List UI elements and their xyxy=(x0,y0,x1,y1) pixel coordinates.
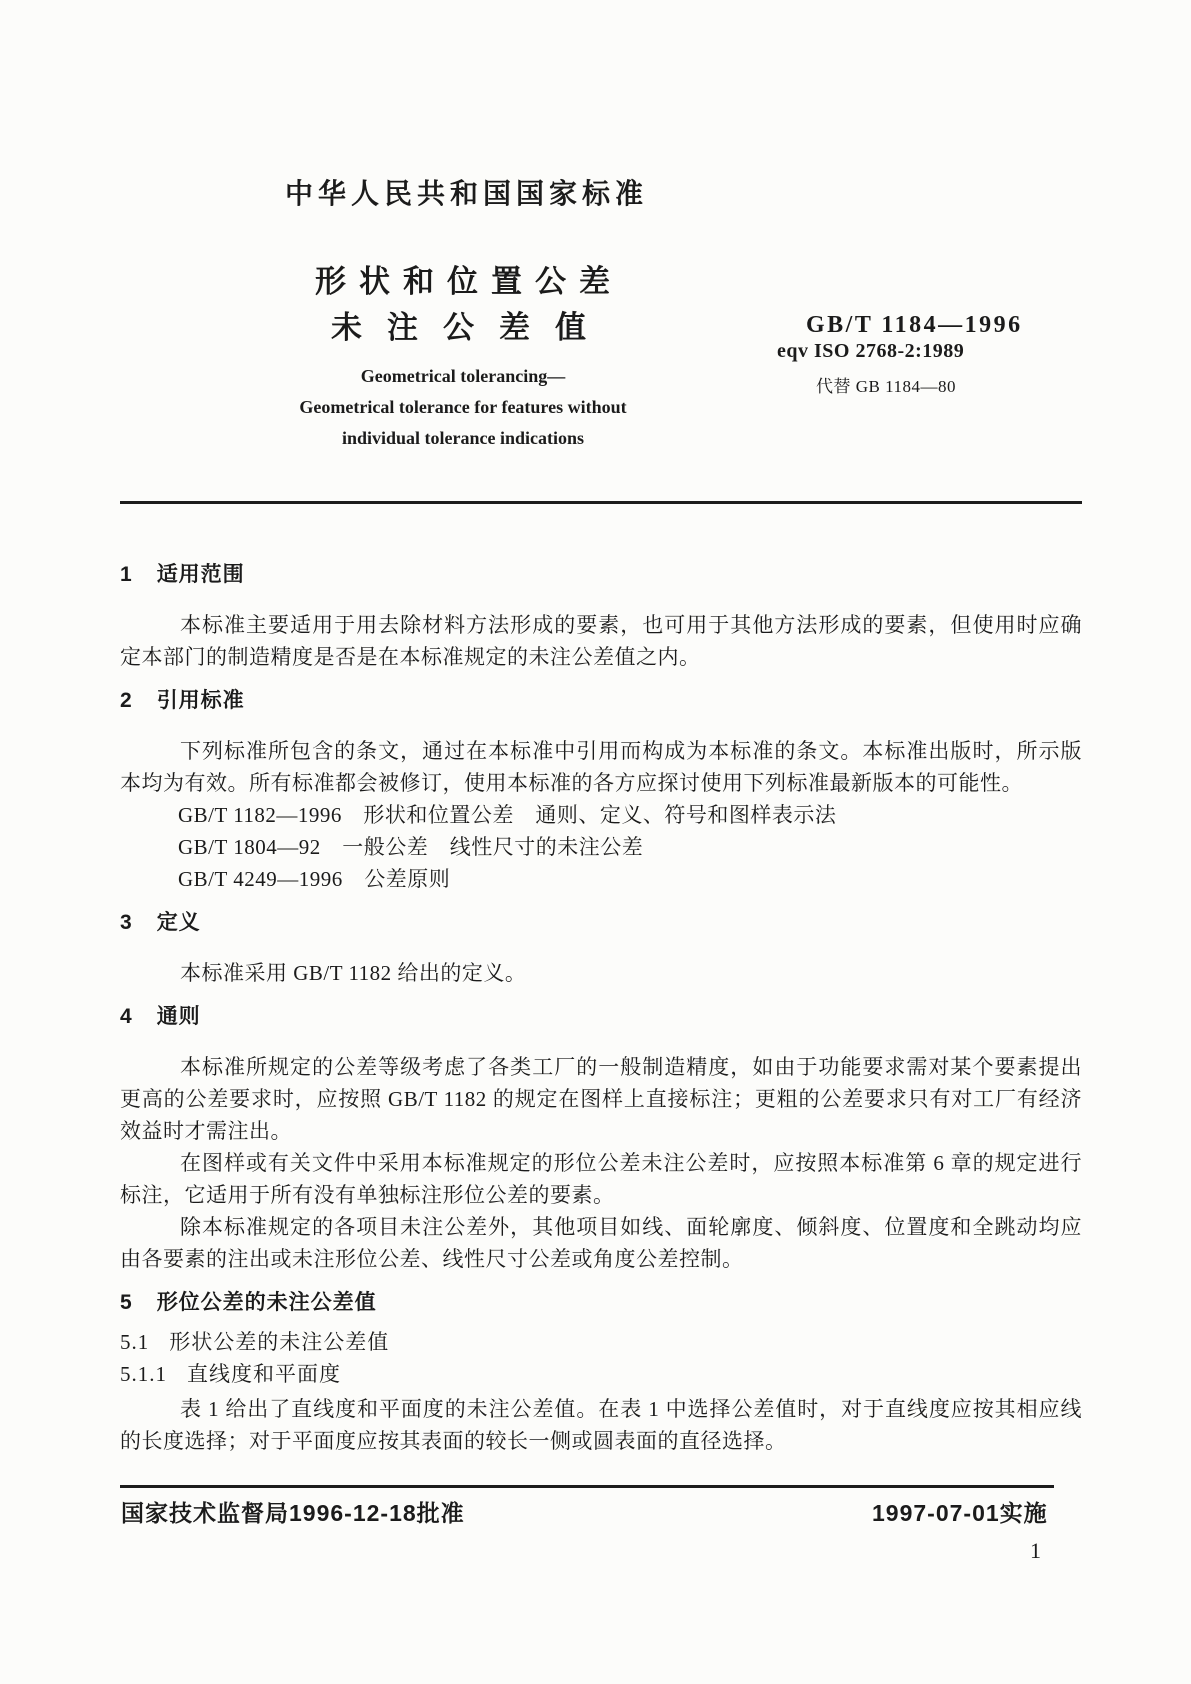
standard-code: GB/T 1184—1996 xyxy=(806,312,1023,338)
document-title-line1: 形状和位置公差 xyxy=(315,264,623,299)
paragraph: 除本标准规定的各项目未注公差外，其他项目如线、面轮廓度、倾斜度、位置度和全跳动均应由各要素的注出或未注形位公差、线性尺寸公差或角度公差控制。 xyxy=(120,1215,1082,1271)
english-title xyxy=(165,361,761,454)
section-definitions xyxy=(120,911,1082,989)
section-unspecified-tolerance-values xyxy=(120,1291,1082,1457)
section-heading-text: 通则 xyxy=(156,1005,201,1028)
document-body xyxy=(120,547,1082,1457)
section-heading-text: 形位公差的未注公差值 xyxy=(156,1291,377,1314)
national-standard-label: 中华人民共和国国家标准 xyxy=(285,178,649,209)
section-number: 4 xyxy=(120,1005,133,1028)
standard-replaces: 代替 GB 1184—80 xyxy=(816,377,956,396)
paragraph: 本标准所规定的公差等级考虑了各类工厂的一般制造精度，如由于功能要求需对某个要素提出更高的公差要求时，应按照 GB/T 1182 的规定在图样上直接标注；更粗的公差要求只有对工厂有经济效益时才需注出。 xyxy=(120,1055,1082,1143)
standard-equivalence: eqv ISO 2768-2:1989 xyxy=(777,340,965,362)
section-heading xyxy=(120,563,1082,587)
section-number: 1 xyxy=(120,563,133,586)
subsection-number: 5.1 xyxy=(120,1330,150,1354)
subsection-heading-text: 形状公差的未注公差值 xyxy=(169,1330,390,1354)
section-normative-references xyxy=(120,689,1082,895)
section-number: 5 xyxy=(120,1291,133,1314)
paragraph: 在图样或有关文件中采用本标准规定的形位公差未注公差时，应按照本标准第 6 章的规定进行标注，它适用于所有没有单独标注形位公差的要素。 xyxy=(120,1151,1082,1207)
reference-item: GB/T 4249—1996 公差原则 xyxy=(178,867,451,891)
page-number: 1 xyxy=(1030,1538,1041,1563)
paragraph: 下列标准所包含的条文，通过在本标准中引用而构成为本标准的条文。本标准出版时，所示版本均为有效。所有标准都会被修订，使用本标准的各方应探讨使用下列标准最新版本的可能性。 xyxy=(120,739,1082,795)
paragraph: 本标准主要适用于用去除材料方法形成的要素，也可用于其他方法形成的要素，但使用时应确定本部门的制造精度是否是在本标准规定的未注公差值之内。 xyxy=(120,613,1082,669)
section-heading xyxy=(120,1291,1082,1315)
footer-divider xyxy=(120,1485,1054,1488)
paragraph: 本标准采用 GB/T 1182 给出的定义。 xyxy=(180,961,527,985)
document-title-line2: 未注公差值 xyxy=(331,310,611,345)
english-title-line: individual tolerance indications xyxy=(341,428,585,448)
references-list xyxy=(120,799,1082,895)
section-number: 2 xyxy=(120,689,133,712)
section-heading xyxy=(120,911,1082,935)
subsection-heading xyxy=(120,1361,1082,1387)
footer-implementation: 1997-07-01实施 xyxy=(872,1500,1048,1526)
header-divider xyxy=(120,501,1082,504)
section-general-rules xyxy=(120,1005,1082,1275)
reference-item: GB/T 1182—1996 形状和位置公差 通则、定义、符号和图样表示法 xyxy=(178,803,837,827)
footer-approval: 国家技术监督局1996-12-18批准 xyxy=(121,1500,465,1526)
subsection-heading xyxy=(120,1329,1082,1355)
section-heading-text: 适用范围 xyxy=(156,563,245,586)
subsection-heading-text: 直线度和平面度 xyxy=(187,1362,341,1386)
paragraph: 表 1 给出了直线度和平面度的未注公差值。在表 1 中选择公差值时，对于直线度应按其相应线的长度选择；对于平面度应按其表面的较长一侧或圆表面的直径选择。 xyxy=(120,1397,1082,1453)
english-title-line: Geometrical tolerance for features without xyxy=(299,397,627,417)
section-heading-text: 引用标准 xyxy=(156,689,245,712)
section-heading xyxy=(120,1005,1082,1029)
section-heading xyxy=(120,689,1082,713)
reference-item: GB/T 1804—92 一般公差 线性尺寸的未注公差 xyxy=(178,835,644,859)
section-number: 3 xyxy=(120,911,133,934)
section-scope xyxy=(120,563,1082,673)
section-heading-text: 定义 xyxy=(156,911,201,934)
subsection-number: 5.1.1 xyxy=(120,1362,167,1386)
english-title-line: Geometrical tolerancing— xyxy=(360,366,566,386)
